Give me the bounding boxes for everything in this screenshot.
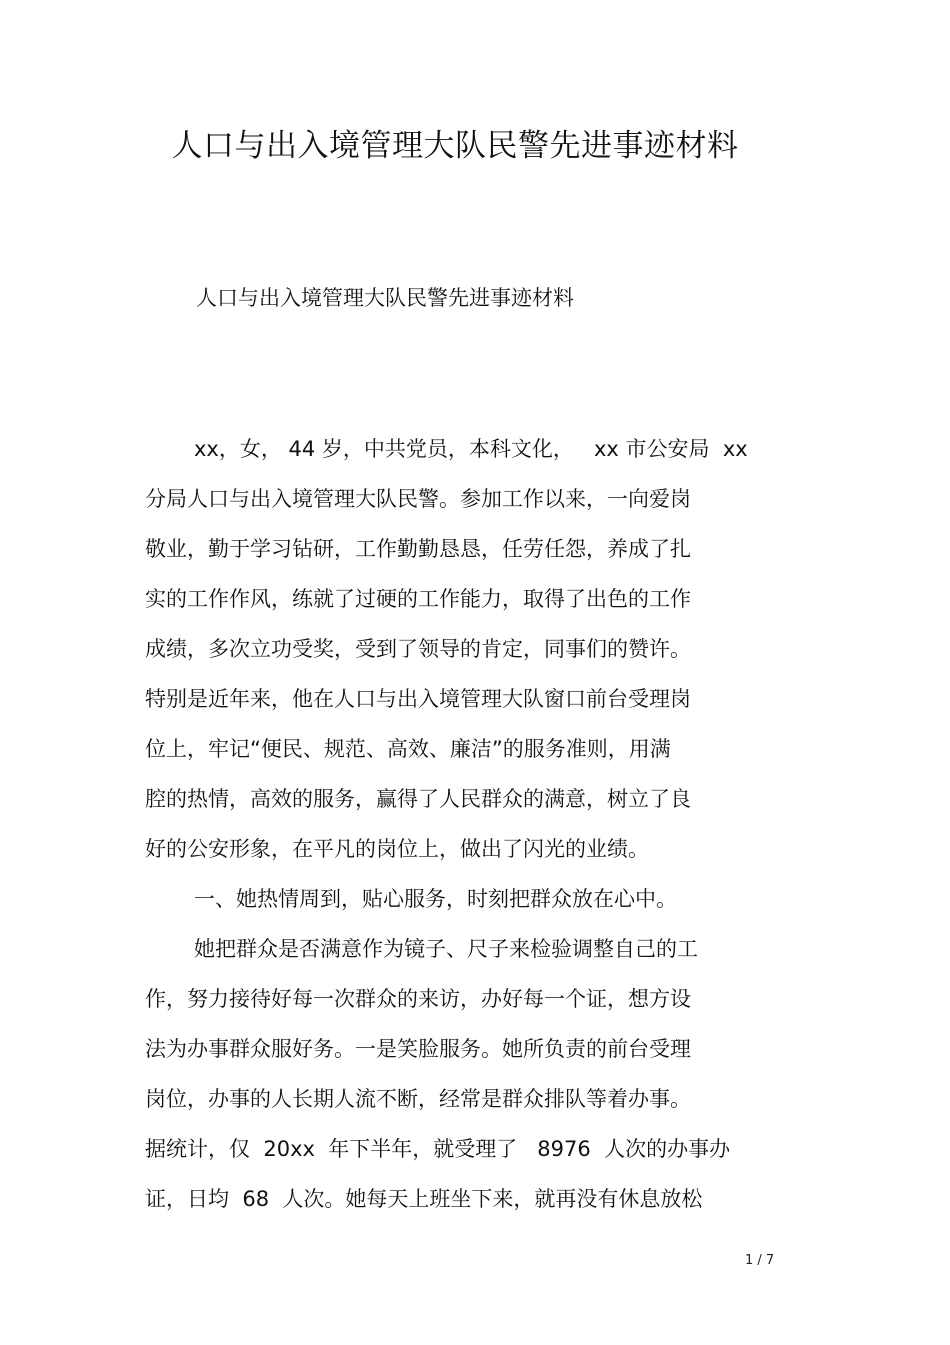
body-line: 腔的热情，高效的服务，赢得了人民群众的满意，树立了良 xyxy=(145,787,691,811)
page-title: 人口与出入境管理大队民警先进事迹材料 xyxy=(171,128,739,164)
body-line: 位上，牢记“便民、规范、高效、廉洁”的服务准则，用满 xyxy=(145,737,671,761)
body-line: 法为办事群众服好务。一是笑脸服务。她所负责的前台受理 xyxy=(145,1037,691,1061)
document-subtitle: 人口与出入境管理大队民警先进事迹材料 xyxy=(196,286,574,310)
body-line: xx，女， 44 岁，中共党员，本科文化， xx 市公安局 xx xyxy=(194,437,748,461)
body-line: 敬业，勤于学习钻研，工作勤勤恳恳，任劳任怨，养成了扎 xyxy=(145,537,691,561)
body-line: 好的公安形象，在平凡的岗位上，做出了闪光的业绩。 xyxy=(145,837,649,861)
body-line: 成绩，多次立功受奖，受到了领导的肯定，同事们的赞许。 xyxy=(145,637,691,661)
body-line: 作，努力接待好每一次群众的来访，办好每一个证，想方设 xyxy=(145,987,691,1011)
body-line: 她把群众是否满意作为镜子、尺子来检验调整自己的工 xyxy=(194,937,698,961)
body-line: 证，日均 68 人次。她每天上班坐下来，就再没有休息放松 xyxy=(145,1187,703,1211)
body-line: 据统计，仅 20xx 年下半年，就受理了 8976 人次的办事办 xyxy=(145,1137,731,1161)
body-line: 特别是近年来，他在人口与出入境管理大队窗口前台受理岗 xyxy=(145,687,691,711)
section-heading: 一、她热情周到，贴心服务，时刻把群众放在心中。 xyxy=(194,887,677,911)
body-line: 实的工作作风，练就了过硬的工作能力，取得了出色的工作 xyxy=(145,587,691,611)
page-number: 1 / 7 xyxy=(745,1253,775,1268)
body-line: 分局人口与出入境管理大队民警。参加工作以来，一向爱岗 xyxy=(145,487,691,511)
body-line: 岗位，办事的人长期人流不断，经常是群众排队等着办事。 xyxy=(145,1087,691,1111)
